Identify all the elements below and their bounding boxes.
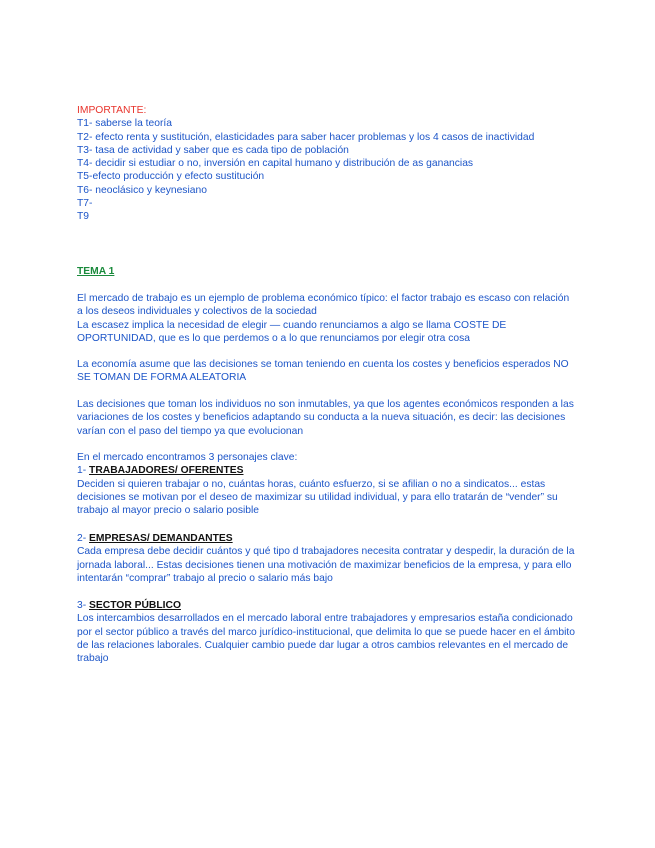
actor-1-block [77, 451, 577, 517]
actor-1-title: TRABAJADORES/ OFERENTES [89, 465, 244, 477]
actor-3-text: Los intercambios desarrollados en el mercado laboral entre trabajadores y empresarios estaña condicionado por el sector público a través del marco jurídico-institucional, que delimita lo que se puede hacer en el ámbito de las relaciones laborales. Cualquier cambio puede dar lugar a otros cambios relevantes en el mercado de trabajo [77, 613, 575, 665]
important-item-1: T1- saberse la teoría [77, 118, 173, 130]
important-item-6: T6- neoclásico y keynesiano [77, 184, 207, 196]
actor-2-title: EMPRESAS/ DEMANDANTES [89, 533, 233, 544]
actor-3-title: SECTOR PÚBLICO [89, 600, 181, 611]
actor-2-block [77, 532, 577, 585]
actor-2-heading [77, 532, 577, 545]
important-item-4: T4- decidir si estudiar o no, inversión en capital humano y distribución de as ganancias [77, 158, 474, 170]
actor-3-block [77, 599, 577, 665]
actor-2-number: 2- [77, 533, 90, 544]
paragraph-scarcity: El mercado de trabajo es un ejemplo de problema económico típico: el factor trabajo es escaso con relación a los deseos individuales y colectivos de la sociedad [77, 293, 570, 318]
paragraph-mutable: Las decisiones que toman los individuos no son inmutables, ya que los agentes económicos responden a las variaciones de los costes y beneficios adaptando su conducta a la nueva situación, es decir: las decisiones varían con el paso del tiempo ya que evolucionan [77, 399, 574, 437]
tema-heading-block [77, 265, 577, 278]
tema-title: TEMA 1 [77, 266, 115, 277]
actor-3-number: 3- [77, 600, 90, 611]
important-item-8: T9 [77, 211, 90, 223]
actor-3-heading [77, 599, 577, 612]
important-heading: IMPORTANTE: [77, 105, 147, 116]
important-item-3: T3- tasa de actividad y saber que es cada tipo de población [77, 144, 349, 156]
actors-intro: En el mercado encontramos 3 personajes clave: [77, 452, 298, 463]
important-item-5: T5-efecto producción y efecto sustitución [77, 171, 265, 183]
paragraph-decisions: La economía asume que las decisiones se toman teniendo en cuenta los costes y beneficios esperados NO SE TOMAN DE FORMA ALEATORIA [77, 359, 569, 384]
paragraph-opportunity-cost: La escasez implica la necesidad de elegir — cuando renunciamos a algo se llama COSTE DE OPORTUNIDAD, que es lo que perdemos o a lo que renunciamos por elegir otra cosa [77, 319, 507, 344]
tema-paragraph-3 [77, 398, 577, 438]
actor-1-heading [77, 464, 577, 477]
actor-1-number: 1- [77, 465, 90, 477]
important-item-2: T2- efecto renta y sustitución, elasticidades para saber hacer problemas y los 4 casos de inactividad [77, 131, 535, 143]
actor-1-text: Deciden si quieren trabajar o no, cuántas horas, cuánto esfuerzo, si se afilian o no a sindicatos... estas decisiones se motivan por el deseo de maximizar su utilidad individual, y para ello tratarán de “vender” su trabajo al mayor precio o salario posible [77, 478, 558, 517]
tema-paragraph-1 [77, 292, 577, 345]
important-item-7: T7- [77, 198, 93, 210]
important-section [77, 104, 577, 224]
tema-paragraph-2 [77, 358, 577, 385]
actor-2-text: Cada empresa debe decidir cuántos y qué tipo d trabajadores necesita contratar y despedir, la duración de la jornada laboral... Estas decisiones tienen una motivación de maximizar beneficios de la empresa, y para ello intentarán “comprar” trabajo al precio o salario más bajo [77, 546, 575, 584]
